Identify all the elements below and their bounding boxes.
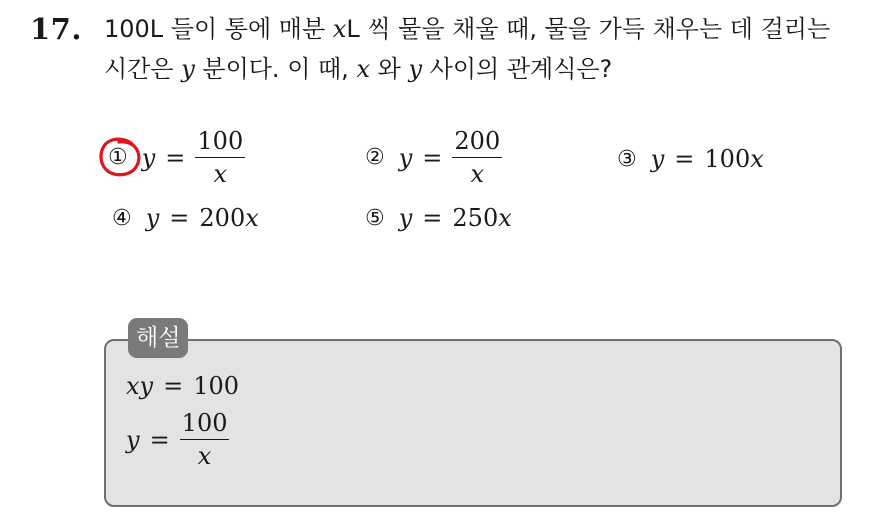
math-variable: y: [181, 55, 195, 83]
equals-sign: =: [422, 143, 443, 172]
question-text-segment: L 씩 물을 채울 때, 물을 가득 채우는 데 걸리는: [346, 15, 831, 43]
question-text-line-2: [104, 54, 612, 84]
fraction-numerator: 200: [454, 127, 501, 155]
question-text-segment: 분이다. 이 때,: [194, 55, 357, 83]
choice-marker: ②: [365, 145, 385, 170]
choice-variable: x: [245, 204, 259, 232]
question-text-segment: 100L 들이 통에 매분: [104, 15, 333, 43]
choice-coefficient: 200: [199, 204, 246, 232]
equals-sign: =: [674, 145, 695, 173]
equals-sign: =: [163, 372, 184, 400]
choice-lhs: y: [145, 204, 160, 232]
choice-4[interactable]: [112, 204, 259, 232]
choice-1[interactable]: [108, 128, 245, 187]
question-number: 17.: [30, 12, 82, 46]
choice-5[interactable]: [365, 204, 512, 232]
explanation-line-1: [126, 372, 239, 400]
choice-2[interactable]: [365, 128, 502, 187]
fraction-denominator: x: [470, 160, 485, 188]
choice-marker: ④: [112, 205, 132, 231]
explanation-tag: 해설: [128, 318, 188, 358]
fraction: [452, 128, 502, 187]
fraction: [195, 128, 245, 187]
explanation-line-2: [126, 410, 229, 469]
question-text-segment: 시간은: [104, 55, 182, 83]
fraction-numerator: 100: [197, 127, 244, 155]
explanation-lhs: xy: [126, 372, 154, 400]
fraction-denominator: x: [213, 160, 228, 188]
math-variable: x: [356, 55, 370, 83]
question-text-segment: 사이의 관계식은?: [422, 55, 613, 83]
equals-sign: =: [149, 425, 170, 454]
fraction-numerator: 100: [181, 409, 228, 437]
fraction-denominator: x: [197, 442, 212, 470]
choice-marker: ③: [617, 146, 637, 172]
choice-lhs: y: [398, 204, 413, 232]
choice-marker: ①: [108, 145, 128, 170]
question-text-segment: 와: [370, 55, 409, 83]
equals-sign: =: [169, 204, 190, 232]
choice-lhs: y: [650, 145, 665, 173]
choice-variable: x: [498, 204, 512, 232]
choice-3[interactable]: [617, 145, 764, 173]
explanation-lhs: y: [126, 425, 140, 454]
choice-lhs: y: [141, 143, 156, 172]
equals-sign: =: [165, 143, 186, 172]
choice-variable: x: [750, 145, 764, 173]
choice-coefficient: 100: [704, 145, 751, 173]
choice-coefficient: 250: [452, 204, 499, 232]
fraction: [180, 410, 230, 469]
explanation-rhs: 100: [193, 372, 240, 400]
equals-sign: =: [422, 204, 443, 232]
choice-marker: ⑤: [365, 205, 385, 231]
choice-lhs: y: [398, 143, 413, 172]
math-variable: y: [408, 55, 423, 83]
math-variable: x: [332, 15, 347, 43]
question-text-line-1: [104, 14, 830, 44]
